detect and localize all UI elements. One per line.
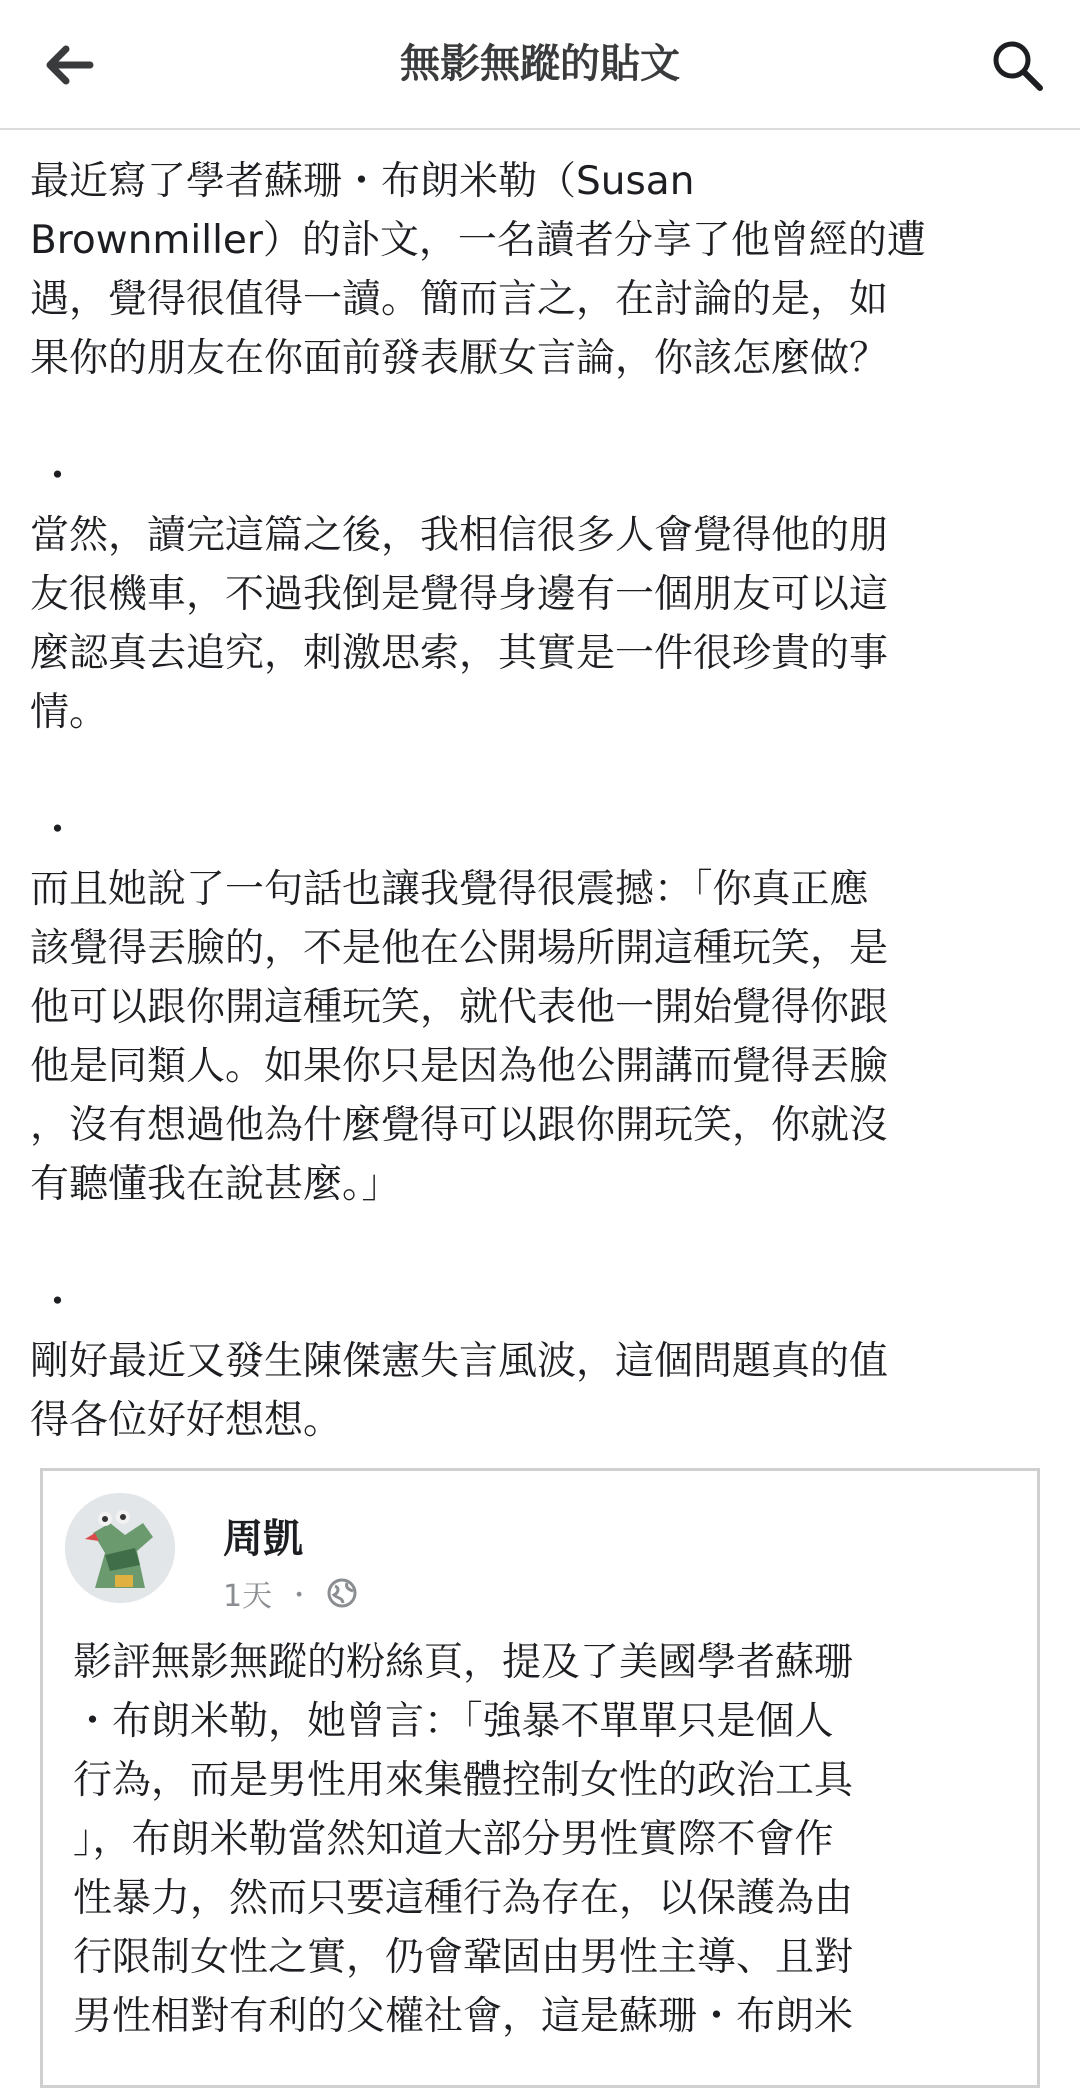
top-bar	[0, 0, 1080, 130]
post-time[interactable]: 1天	[223, 1579, 273, 1614]
post-meta	[223, 1571, 358, 1615]
post-body	[30, 152, 1030, 1450]
shared-post-card[interactable]	[40, 1468, 1040, 2088]
post-paragraph: 剛好最近又發生陳傑憲失言風波，這個問題真的值 得各位好好想想。	[30, 1339, 889, 1443]
post-separator: ・	[38, 454, 78, 499]
back-button[interactable]	[34, 30, 104, 100]
post-paragraph: 最近寫了學者蘇珊・布朗米勒（Susan Brownmiller）的訃文，一名讀者分享了他曾經的遭 遇，覺得很值得一讀。簡而言之，在討論的是，如 果你的朋友在你面前發表厭女言論，你該怎麼做？	[30, 159, 926, 381]
meta-separator: ・	[286, 1580, 313, 1611]
search-button[interactable]	[980, 28, 1054, 102]
globe-icon	[326, 1577, 358, 1609]
post-paragraph: 當然，讀完這篇之後，我相信很多人會覺得他的朋 友很機車，不過我倒是覺得身邊有一個朋友可以這 麼認真去追究，刺激思索，其實是一件很珍貴的事 情。	[30, 513, 889, 735]
post-separator: ・	[38, 1280, 78, 1325]
author-name[interactable]: 周凱	[223, 1516, 303, 1562]
page-title: 無影無蹤的貼文	[400, 41, 680, 87]
post-separator: ・	[38, 808, 78, 853]
avatar[interactable]	[65, 1493, 175, 1603]
shared-post-text: 影評無影無蹤的粉絲頁，提及了美國學者蘇珊 ・布朗米勒，她曾言：「強暴不單單只是個人 行為，而是男性用來集體控制女性的政治工具 」，布朗米勒當然知道大部分男性實際不會作 性暴力，然而只要這種行為存在，以保護為由 行限制女性之實，仍會鞏固由男性主導、且對 男性相對有利的父權社會，這是蘇珊・布朗米	[73, 1640, 854, 2039]
back-arrow-icon	[44, 45, 94, 85]
post-paragraph: 而且她說了一句話也讓我覺得很震撼：「你真正應 該覺得丟臉的，不是他在公開場所開這種玩笑，是 他可以跟你開這種玩笑，就代表他一開始覺得你跟 他是同類人。如果你只是因為他公開講而覺得丟臉 ，沒有想過他為什麼覺得可以跟你開玩笑，你就沒 有聽懂我在說甚麼。」	[30, 867, 889, 1207]
search-icon	[990, 38, 1044, 92]
avatar-image	[65, 1493, 175, 1603]
